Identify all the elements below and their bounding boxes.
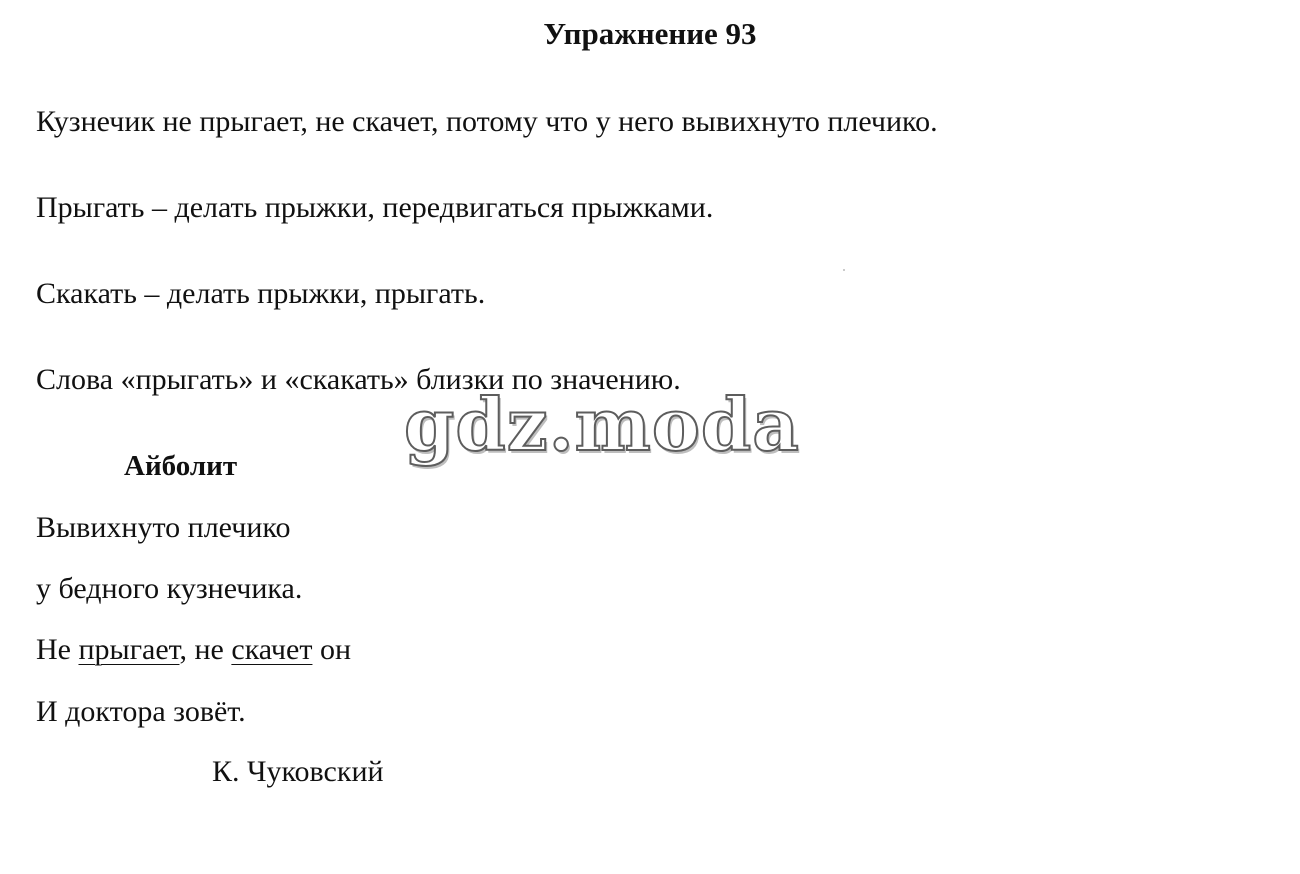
underlined-word-gallops: скачет [231,633,313,666]
conclusion-paragraph: Слова «прыгать» и «скакать» близки по значению. [36,363,681,396]
poem-line: И доктора зовёт. [36,695,246,728]
poem-line: у бедного кузнечика. [36,572,303,605]
poem-text: , не [179,633,232,666]
poem-line: Вывихнуто плечико [36,511,291,544]
poem-text: он [312,633,352,666]
exercise-title: Упражнение 93 [543,16,757,51]
poem-title: Айболит [124,450,238,482]
underlined-word-jumps: прыгает [78,633,180,666]
answer-paragraph: Кузнечик не прыгает, не скачет, потому что у него вывихнуто плечико. [36,105,938,138]
poem-author: К. Чуковский [212,755,384,788]
scan-speck [843,269,845,271]
definition-jump: Прыгать – делать прыжки, передвигаться прыжками. [36,191,714,224]
poem-line-underlined [36,630,351,670]
definition-gallop: Скакать – делать прыжки, прыгать. [36,277,486,310]
watermark-logo: gdz.moda [404,382,800,467]
poem-text: Не [36,633,79,666]
